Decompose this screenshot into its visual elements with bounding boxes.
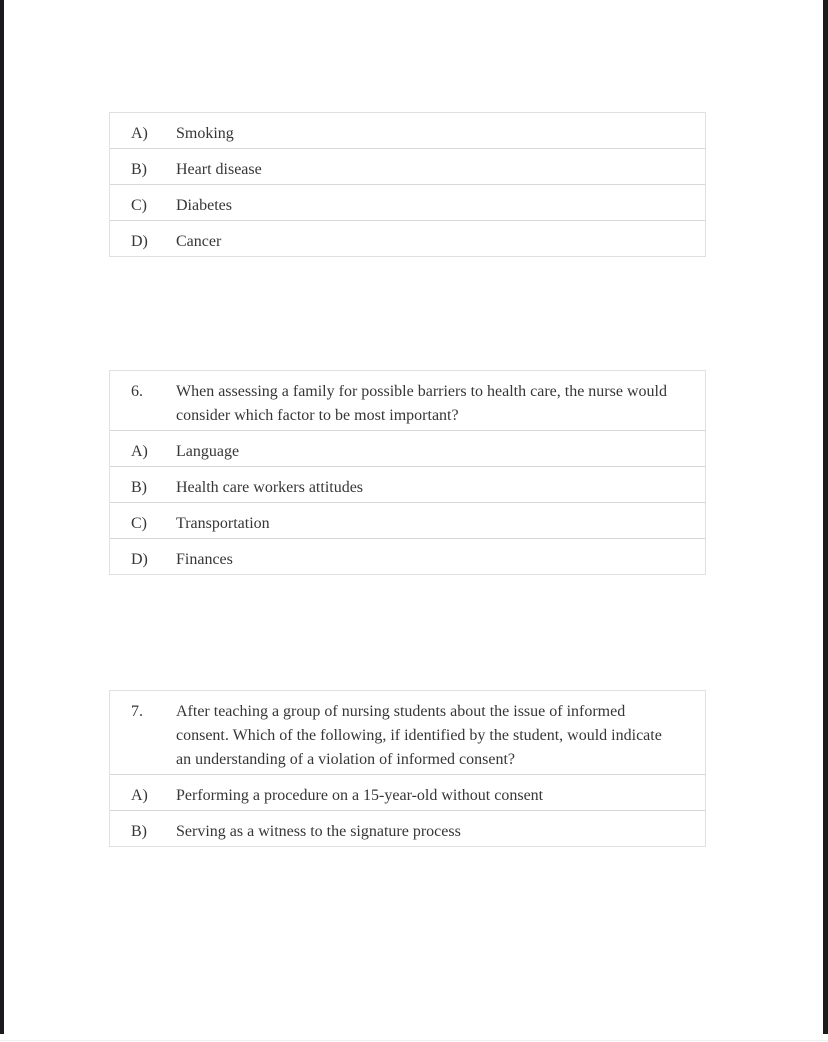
- question-row: [110, 371, 705, 430]
- option-label: C): [131, 515, 147, 532]
- option-text: Language: [176, 443, 240, 460]
- question-row: [110, 691, 705, 774]
- option-label: B): [131, 479, 147, 496]
- option-row-a: [110, 430, 705, 466]
- option-text: Heart disease: [176, 161, 262, 178]
- question-7-table: [109, 690, 706, 847]
- option-label: C): [131, 197, 147, 214]
- option-row-c: [110, 184, 705, 220]
- option-label: A): [131, 443, 148, 460]
- option-label: D): [131, 233, 148, 250]
- option-label: A): [131, 787, 148, 804]
- option-row-b: [110, 148, 705, 184]
- answer-options-table: [109, 112, 706, 257]
- option-label: B): [131, 823, 147, 840]
- option-row-b: [110, 810, 705, 846]
- option-text: Cancer: [176, 233, 222, 250]
- option-label: B): [131, 161, 147, 178]
- right-frame-edge: [823, 0, 828, 1034]
- option-text: Transportation: [176, 515, 270, 532]
- option-row-c: [110, 502, 705, 538]
- option-label: D): [131, 551, 148, 568]
- question-text: After teaching a group of nursing students about the issue of informed consent. Which of the following, if identified by the student, would indicate an understanding of a violation of informed consent?: [176, 703, 662, 768]
- question-number: 7.: [131, 703, 143, 720]
- option-row-d: [110, 538, 705, 574]
- option-text: Serving as a witness to the signature process: [176, 823, 461, 840]
- question-6-table: [109, 370, 706, 575]
- left-frame-edge: [0, 0, 4, 1034]
- question-text: When assessing a family for possible barriers to health care, the nurse would consider which factor to be most important?: [176, 383, 667, 424]
- option-row-d: [110, 220, 705, 256]
- option-row-a: [110, 113, 705, 148]
- option-row-b: [110, 466, 705, 502]
- option-text: Performing a procedure on a 15-year-old without consent: [176, 787, 544, 804]
- option-text: Diabetes: [176, 197, 232, 214]
- option-row-a: [110, 774, 705, 810]
- option-text: Smoking: [176, 125, 234, 142]
- page-boundary-line: [0, 1040, 828, 1041]
- question-number: 6.: [131, 383, 143, 400]
- option-text: Health care workers attitudes: [176, 479, 364, 496]
- option-label: A): [131, 125, 148, 142]
- option-text: Finances: [176, 551, 233, 568]
